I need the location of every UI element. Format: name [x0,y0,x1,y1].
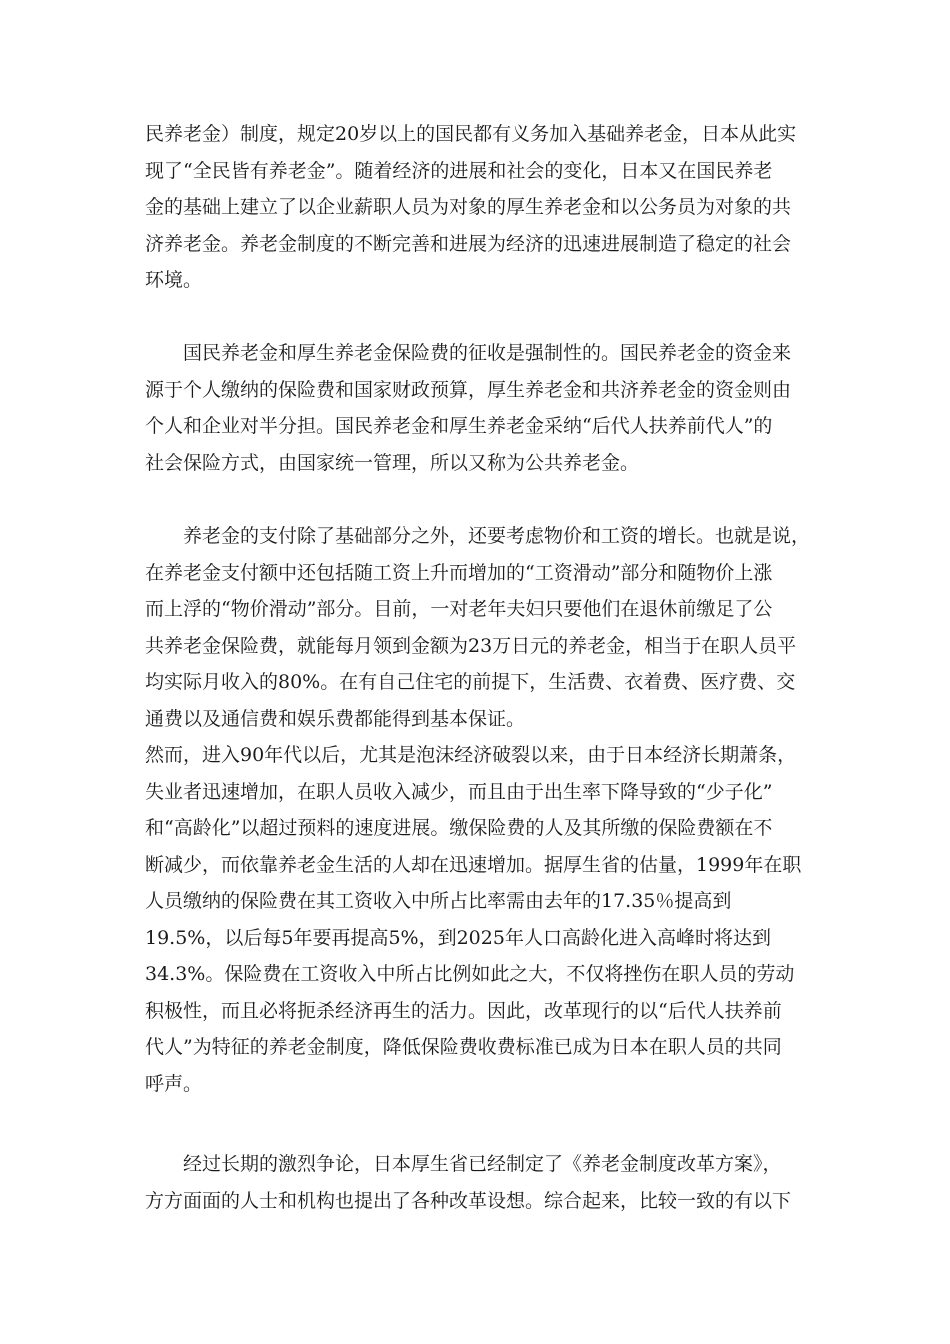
text-line: 养老金的支付除了基础部分之外，还要考虑物价和工资的增长。也就是说， [183,525,811,547]
text-line: 积极性，而且必将扼杀经济再生的活力。因此，改革现行的以“后代人扶养前 [145,999,782,1022]
paragraph-1 [145,116,825,299]
text-line: 金的基础上建立了以企业薪职人员为对象的厚生养老金和以公务员为对象的共 [145,196,792,218]
text-line: 和“高龄化”以超过预料的速度进展。缴保险费的人及其所缴的保险费额在不 [145,817,773,839]
text-line: 19.5%，以后每5年要再提高5%，到2025年人口高龄化进入高峰时将达到 [145,926,771,949]
text-line: 代人”为特征的养老金制度，降低保险费收费标准已成为日本在职人员的共同 [145,1036,782,1058]
text-line: 济养老金。养老金制度的不断完善和进展为经济的迅速进展制造了稳定的社会 [145,232,792,255]
text-line: 国民养老金和厚生养老金保险费的征收是强制性的。国民养老金的资金来 [183,342,792,364]
text-line: 社会保险方式，由国家统一管理，所以又称为公共养老金。 [145,451,640,474]
text-line: 呼声。 [145,1072,203,1095]
text-line: 经过长期的激烈争论，日本厚生省已经制定了《养老金制度改革方案》， [183,1153,782,1175]
text-line: 现了“全民皆有养老金”。随着经济的进展和社会的变化，日本又在国民养老 [145,159,773,182]
paragraph-3 [145,518,825,1102]
text-line: 在养老金支付额中还包括随工资上升而增加的“工资滑动”部分和随物价上涨 [145,561,773,584]
paragraph-4 [145,1146,825,1219]
text-line: 均实际月收入的80%。在有自己住宅的前提下，生活费、衣着费、医疗费、交 [145,671,796,693]
text-line: 34.3%。保险费在工资收入中所占比例如此之大，不仅将挫伤在职人员的劳动 [145,963,795,985]
text-line: 方方面面的人士和机构也提出了各种改革设想。综合起来，比较一致的有以下 [145,1189,792,1212]
text-line: 断减少，而依靠养老金生活的人却在迅速增加。据厚生省的估量，1999年在职 [145,853,802,876]
text-line: 个人和企业对半分担。国民养老金和厚生养老金采纳“后代人扶养前代人”的 [145,415,773,437]
text-line: 而上浮的“物价滑动”部分。目前，一对老年夫妇只要他们在退休前缴足了公 [145,598,773,620]
text-line: 然而，进入90年代以后，尤其是泡沫经济破裂以来，由于日本经济长期萧条， [145,744,797,766]
text-line: 人员缴纳的保险费在其工资收入中所占比率需由去年的17.35％提高到 [145,890,732,912]
text-line: 通费以及通信费和娱乐费都能得到基本保证。 [145,707,526,730]
text-line: 源于个人缴纳的保险费和国家财政预算，厚生养老金和共济养老金的资金则由 [145,378,792,401]
text-line: 共养老金保险费，就能每月领到金额为23万日元的养老金，相当于在职人员平 [145,634,797,657]
text-line: 民养老金）制度，规定20岁以上的国民都有义务加入基础养老金，日本从此实 [145,123,797,145]
text-line: 失业者迅速增加，在职人员收入减少，而且由于出生率下降导致的“少子化” [145,780,773,803]
paragraph-2 [145,335,825,481]
text-line: 环境。 [145,269,203,291]
